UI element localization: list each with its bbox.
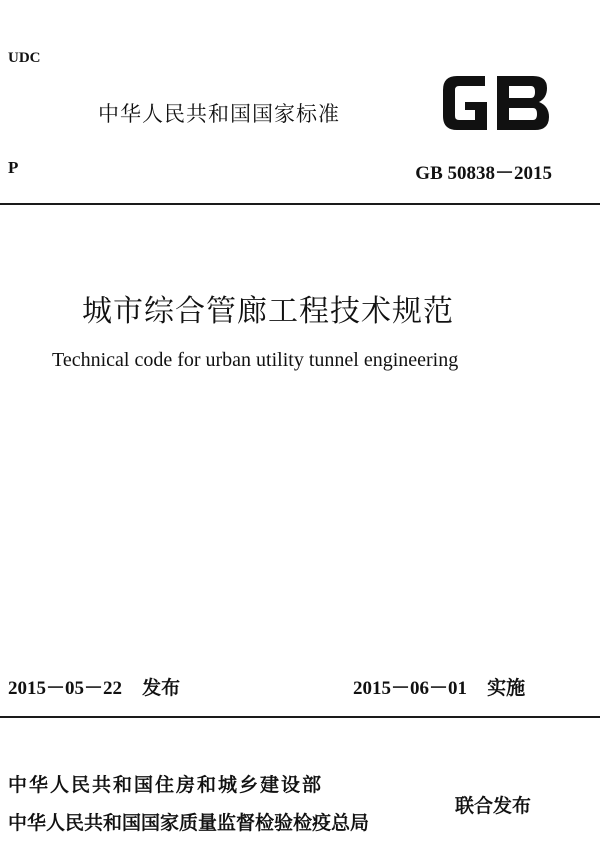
gb-logo-icon <box>437 72 553 134</box>
title-chinese: 城市综合管廊工程技术规范 <box>82 294 454 329</box>
issue-label: 发布 <box>142 677 181 699</box>
implement-label: 实施 <box>487 677 526 699</box>
top-divider <box>0 203 600 205</box>
issuer-ministry: 中华人民共和国住房和城乡建设部 <box>8 774 324 796</box>
implement-line <box>353 673 525 700</box>
issue-date: 2015－05－22 <box>8 678 123 699</box>
implement-date: 2015－06－01 <box>353 678 468 699</box>
standard-number: GB 50838－2015 <box>415 163 552 184</box>
title-english: Technical code for urban utility tunnel engineering <box>52 349 459 371</box>
issuer-aqsiq: 中华人民共和国国家质量监督检验检疫总局 <box>8 812 370 834</box>
ccs-code: P <box>8 158 19 177</box>
bottom-divider <box>0 716 600 718</box>
issue-line <box>8 673 180 700</box>
joint-issue-label: 联合发布 <box>455 795 532 817</box>
udc-label: UDC <box>8 50 41 66</box>
standard-type: 中华人民共和国国家标准 <box>98 102 340 126</box>
